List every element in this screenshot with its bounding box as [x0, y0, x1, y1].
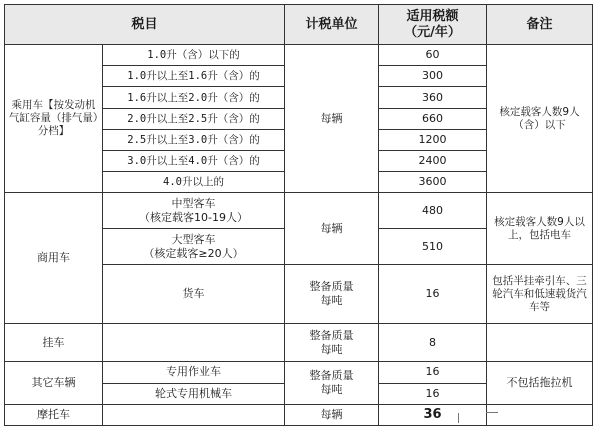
other-label-1: 轮式专用机械车 — [103, 383, 285, 404]
large-bus-rate: 510 — [379, 229, 487, 265]
category-motorcycle: 摩托车 — [5, 404, 103, 425]
category-other: 其它车辆 — [5, 362, 103, 404]
header-unit: 计税单位 — [285, 5, 379, 45]
truck-rate: 16 — [379, 265, 487, 324]
motorcycle-empty — [103, 404, 285, 425]
passenger-label-1: 1.0升以上至1.6升（含）的 — [103, 66, 285, 87]
category-trailer: 挂车 — [5, 324, 103, 362]
motorcycle-note-empty — [487, 404, 593, 425]
header-rate-text: 适用税额 （元/年） — [404, 8, 461, 40]
table-row — [5, 324, 593, 362]
table-row — [5, 45, 593, 66]
motorcycle-rate: 36 — [379, 404, 487, 425]
passenger-rate-2: 360 — [379, 87, 487, 108]
passenger-label-4: 2.5升以上至3.0升（含）的 — [103, 129, 285, 150]
passenger-rate-3: 660 — [379, 108, 487, 129]
medium-bus-label — [103, 193, 285, 229]
table-row — [5, 193, 593, 229]
other-rate-1: 16 — [379, 383, 487, 404]
motorcycle-unit: 每辆 — [285, 404, 379, 425]
header-row — [5, 5, 593, 45]
bus-unit: 每辆 — [285, 193, 379, 265]
passenger-rate-4: 1200 — [379, 129, 487, 150]
truck-unit-text: 整备质量 每吨 — [309, 280, 354, 308]
header-rate — [379, 5, 487, 45]
scan-mark — [486, 412, 498, 413]
passenger-unit: 每辆 — [285, 45, 379, 193]
category-commercial: 商用车 — [5, 193, 103, 324]
medium-bus-label-text: 中型客车 （核定载客10-19人） — [139, 196, 248, 224]
scan-mark — [458, 413, 459, 423]
other-rate-0: 16 — [379, 362, 487, 383]
header-note: 备注 — [487, 5, 593, 45]
passenger-note: 核定载客人数9人（含）以下 — [487, 45, 593, 193]
large-bus-label — [103, 229, 285, 265]
passenger-label-0: 1.0升（含）以下的 — [103, 45, 285, 66]
category-passenger: 乘用车【按发动机气缸容量（排气量）分档】 — [5, 45, 103, 193]
trailer-note-empty — [487, 324, 593, 362]
large-bus-label-text: 大型客车 （核定载客≥20人） — [143, 232, 244, 260]
bus-note: 核定载客人数9人以上，包括电车 — [487, 193, 593, 265]
passenger-rate-1: 300 — [379, 66, 487, 87]
truck-unit — [285, 265, 379, 324]
passenger-label-6: 4.0升以上的 — [103, 172, 285, 193]
other-unit — [285, 362, 379, 404]
passenger-label-3: 2.0升以上至2.5升（含）的 — [103, 108, 285, 129]
vehicle-tax-table — [4, 4, 593, 426]
table-row — [5, 404, 593, 425]
trailer-empty — [103, 324, 285, 362]
trailer-unit — [285, 324, 379, 362]
other-label-0: 专用作业车 — [103, 362, 285, 383]
passenger-label-5: 3.0升以上至4.0升（含）的 — [103, 150, 285, 171]
truck-note: 包括半挂牵引车、三轮汽车和低速载货汽车等 — [487, 265, 593, 324]
other-note: 不包括拖拉机 — [487, 362, 593, 404]
trailer-rate: 8 — [379, 324, 487, 362]
medium-bus-rate: 480 — [379, 193, 487, 229]
passenger-rate-6: 3600 — [379, 172, 487, 193]
other-unit-text: 整备质量 每吨 — [309, 369, 354, 397]
passenger-label-2: 1.6升以上至2.0升（含）的 — [103, 87, 285, 108]
passenger-rate-5: 2400 — [379, 150, 487, 171]
table-row — [5, 362, 593, 383]
header-item: 税目 — [5, 5, 285, 45]
trailer-unit-text: 整备质量 每吨 — [309, 328, 354, 356]
truck-label: 货车 — [103, 265, 285, 324]
passenger-rate-0: 60 — [379, 45, 487, 66]
